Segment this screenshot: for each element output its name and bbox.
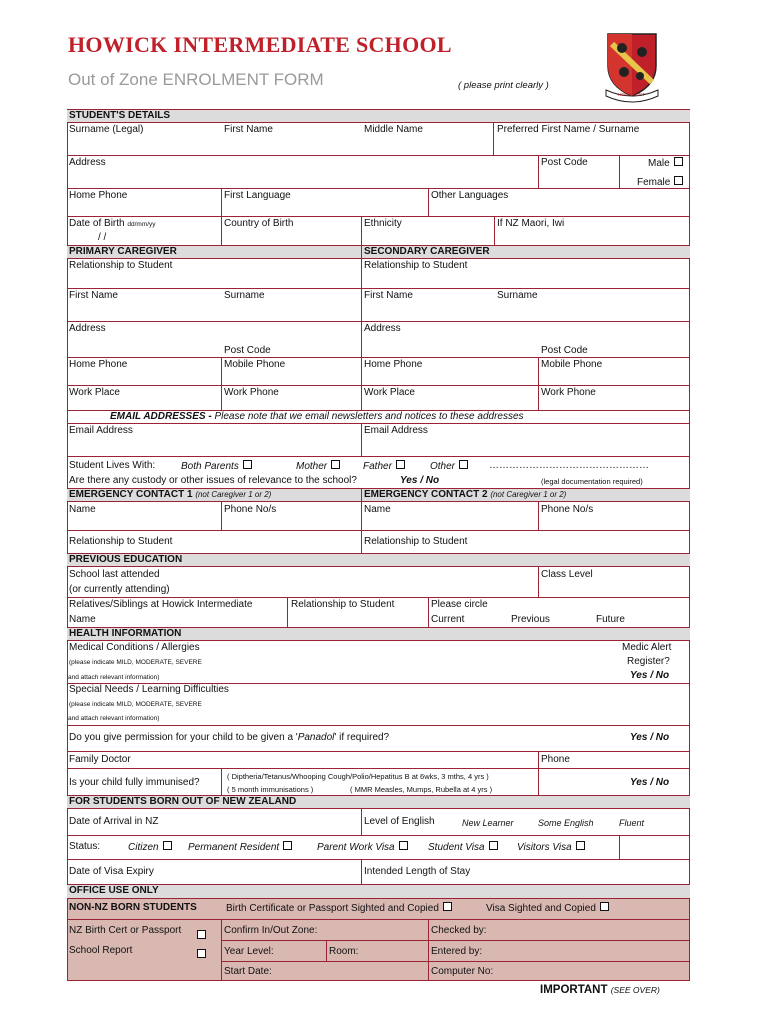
post-code-label: Post Code (541, 157, 588, 168)
secondary-surname-label: Surname (497, 290, 538, 301)
entered-by-label: Entered by: (431, 946, 483, 957)
legal-note: (legal documentation required) (541, 477, 643, 486)
register-label: Register? (627, 656, 670, 667)
currently-attending-label: (or currently attending) (69, 584, 170, 595)
ec1-name-label: Name (69, 504, 96, 515)
immunisation-mmr: ( MMR Measles, Mumps, Rubella at 4 yrs ) (350, 785, 493, 794)
ec2-name-label: Name (364, 504, 391, 515)
immunised-yes-no[interactable]: Yes / No (630, 777, 670, 788)
mother-option[interactable]: Mother (296, 460, 340, 473)
iwi-label: If NZ Maori, Iwi (497, 218, 565, 229)
arrival-date-label: Date of Arrival in NZ (69, 816, 159, 827)
special-attach-note: and attach relevant information) (68, 715, 160, 722)
home-phone-label: Home Phone (69, 190, 128, 201)
previous-education-heading: PREVIOUS EDUCATION (69, 554, 183, 565)
print-note: ( please print clearly ) (458, 80, 549, 91)
important-footer: IMPORTANT (SEE OVER) (540, 984, 660, 996)
please-circle-label: Please circle (431, 599, 488, 610)
computer-no-label: Computer No: (431, 966, 494, 977)
room-label: Room: (329, 946, 359, 957)
male-checkbox[interactable] (674, 157, 683, 166)
english-fluent[interactable]: Fluent (619, 818, 645, 828)
address-label: Address (69, 157, 106, 168)
first-name-label: First Name (224, 124, 273, 135)
email-note: EMAIL ADDRESSES - Please note that we email newsletters and notices to these addresses (110, 411, 524, 422)
immunisation-5-month: ( 5 month immunisations ) (227, 785, 314, 794)
primary-surname-label: Surname (224, 290, 265, 301)
form-title: Out of Zone ENROLMENT FORM (68, 70, 324, 89)
english-some[interactable]: Some English (538, 818, 594, 828)
citizen-checkbox[interactable] (163, 841, 172, 850)
dob-slashes: / / (98, 232, 107, 243)
secondary-post-code-label: Post Code (541, 345, 588, 356)
health-heading: HEALTH INFORMATION (69, 628, 182, 639)
primary-work-phone-label: Work Phone (224, 387, 279, 398)
primary-email-label: Email Address (69, 425, 133, 436)
other-option[interactable]: Other (430, 460, 468, 473)
relatives-relationship-label: Relationship to Student (291, 599, 395, 610)
both-parents-checkbox[interactable] (243, 460, 252, 469)
secondary-first-name-label: First Name (364, 290, 413, 301)
start-date-label: Start Date: (224, 966, 272, 977)
parent-visa-checkbox[interactable] (399, 841, 408, 850)
dob-label: Date of Birth dd/mm/yy (69, 218, 156, 229)
father-checkbox[interactable] (396, 460, 405, 469)
medical-attach-note: and attach relevant information) (68, 674, 160, 681)
status-label: Status: (69, 841, 101, 852)
length-of-stay-label: Intended Length of Stay (364, 866, 471, 877)
father-option[interactable]: Father (363, 460, 405, 473)
custody-yes-no[interactable]: Yes / No (400, 475, 440, 486)
primary-work-place-label: Work Place (69, 387, 120, 398)
secondary-work-phone-label: Work Phone (541, 387, 596, 398)
primary-post-code-label: Post Code (224, 345, 271, 356)
resident-checkbox[interactable] (283, 841, 292, 850)
student-visa-option[interactable]: Student Visa (428, 841, 498, 854)
relatives-label: Relatives/Siblings at Howick Intermediate (69, 599, 253, 610)
country-label: Country of Birth (224, 218, 294, 229)
other-dots: ………………………………………… (489, 460, 649, 471)
secondary-relationship-label: Relationship to Student (364, 260, 468, 271)
circle-previous[interactable]: Previous (511, 614, 550, 625)
preferred-name-label: Preferred First Name / Surname (497, 124, 640, 135)
middle-name-label: Middle Name (364, 124, 423, 135)
birth-cert-checkbox[interactable] (443, 902, 452, 911)
emergency-1-heading: EMERGENCY CONTACT 1 (not Caregiver 1 or 2) (69, 489, 272, 500)
female-checkbox[interactable] (674, 176, 683, 185)
ec1-phone-label: Phone No/s (224, 504, 277, 515)
school-report-label: School Report (69, 945, 133, 956)
panadol-yes-no[interactable]: Yes / No (630, 732, 670, 743)
emergency-2-heading: EMERGENCY CONTACT 2 (not Caregiver 1 or 2) (364, 489, 567, 500)
both-parents-option[interactable]: Both Parents (181, 460, 252, 473)
visitor-visa-option[interactable]: Visitors Visa (517, 841, 585, 854)
ethnicity-label: Ethnicity (364, 218, 402, 229)
primary-relationship-label: Relationship to Student (69, 260, 173, 271)
school-crest-logo (604, 30, 660, 104)
students-details-heading: STUDENT'S DETAILS (69, 110, 171, 121)
immunisation-schedule: ( Diptheria/Tetanus/Whooping Cough/Polio/Hepatitus B at 6wks, 3 mths, 4 yrs ) (227, 772, 489, 781)
school-report-checkbox[interactable] (197, 945, 206, 963)
other-languages-label: Other Languages (431, 190, 509, 201)
birth-cert-option[interactable]: Birth Certificate or Passport Sighted and Copied (226, 902, 452, 915)
medical-conditions-label: Medical Conditions / Allergies (69, 642, 200, 653)
citizen-option[interactable]: Citizen (128, 841, 172, 854)
school-title: HOWICK INTERMEDIATE SCHOOL (68, 32, 452, 57)
resident-option[interactable]: Permanent Resident (188, 841, 292, 854)
panadol-question: Do you give permission for your child to be given a 'Panadol' if required? (69, 732, 390, 743)
student-visa-checkbox[interactable] (489, 841, 498, 850)
female-option[interactable]: Female (637, 176, 683, 189)
medical-indicate-note: (please indicate MILD, MODERATE, SEVERE (69, 659, 202, 666)
ec2-phone-label: Phone No/s (541, 504, 594, 515)
custody-question: Are there any custody or other issues of relevance to the school? (69, 475, 357, 486)
secondary-mobile-label: Mobile Phone (541, 359, 603, 370)
first-language-label: First Language (224, 190, 291, 201)
english-new-learner[interactable]: New Learner (462, 818, 514, 828)
primary-home-phone-label: Home Phone (69, 359, 128, 370)
non-nz-heading: NON-NZ BORN STUDENTS (69, 902, 197, 913)
secondary-email-label: Email Address (364, 425, 428, 436)
immunised-question: Is your child fully immunised? (69, 777, 200, 788)
surname-label: Surname (Legal) (69, 124, 144, 135)
ec1-relationship-label: Relationship to Student (69, 536, 173, 547)
visa-sighted-checkbox[interactable] (600, 902, 609, 911)
medic-alert-label: Medic Alert (622, 642, 672, 653)
primary-caregiver-heading: PRIMARY CAREGIVER (69, 246, 177, 257)
confirm-zone-label: Confirm In/Out Zone: (224, 925, 318, 936)
ec2-relationship-label: Relationship to Student (364, 536, 468, 547)
primary-mobile-label: Mobile Phone (224, 359, 286, 370)
parent-visa-option[interactable]: Parent Work Visa (317, 841, 408, 854)
circle-current[interactable]: Current (431, 614, 465, 625)
overseas-heading: FOR STUDENTS BORN OUT OF NEW ZEALAND (69, 796, 297, 807)
office-use-heading: OFFICE USE ONLY (69, 885, 159, 896)
english-level-label: Level of English (364, 816, 435, 827)
doctor-phone-label: Phone (541, 754, 570, 765)
secondary-work-place-label: Work Place (364, 387, 415, 398)
school-last-label: School last attended (69, 569, 160, 580)
lives-with-label: Student Lives With: (69, 460, 156, 471)
class-level-label: Class Level (541, 569, 593, 580)
circle-future[interactable]: Future (596, 614, 625, 625)
visitor-visa-checkbox[interactable] (576, 841, 585, 850)
primary-address-label: Address (69, 323, 106, 334)
family-doctor-label: Family Doctor (69, 754, 131, 765)
year-level-label: Year Level: (224, 946, 274, 957)
secondary-address-label: Address (364, 323, 401, 334)
relatives-name-label: Name (69, 614, 96, 625)
special-indicate-note: (please indicate MILD, MODERATE, SEVERE (69, 701, 202, 708)
visa-expiry-label: Date of Visa Expiry (69, 866, 154, 877)
nz-birth-cert-checkbox[interactable] (197, 926, 206, 944)
primary-first-name-label: First Name (69, 290, 118, 301)
medic-alert-yes-no[interactable]: Yes / No (630, 670, 670, 681)
male-option[interactable]: Male (648, 157, 683, 170)
visa-sighted-option[interactable]: Visa Sighted and Copied (486, 902, 609, 915)
special-needs-label: Special Needs / Learning Difficulties (69, 684, 229, 695)
checked-by-label: Checked by: (431, 925, 487, 936)
office-use-band (67, 884, 690, 899)
nz-birth-cert-label: NZ Birth Cert or Passport (69, 925, 182, 936)
crest-ribbon-text: HOWICK INT (618, 92, 645, 97)
mother-checkbox[interactable] (331, 460, 340, 469)
other-checkbox[interactable] (459, 460, 468, 469)
secondary-caregiver-heading: SECONDARY CAREGIVER (364, 246, 490, 257)
secondary-home-phone-label: Home Phone (364, 359, 423, 370)
